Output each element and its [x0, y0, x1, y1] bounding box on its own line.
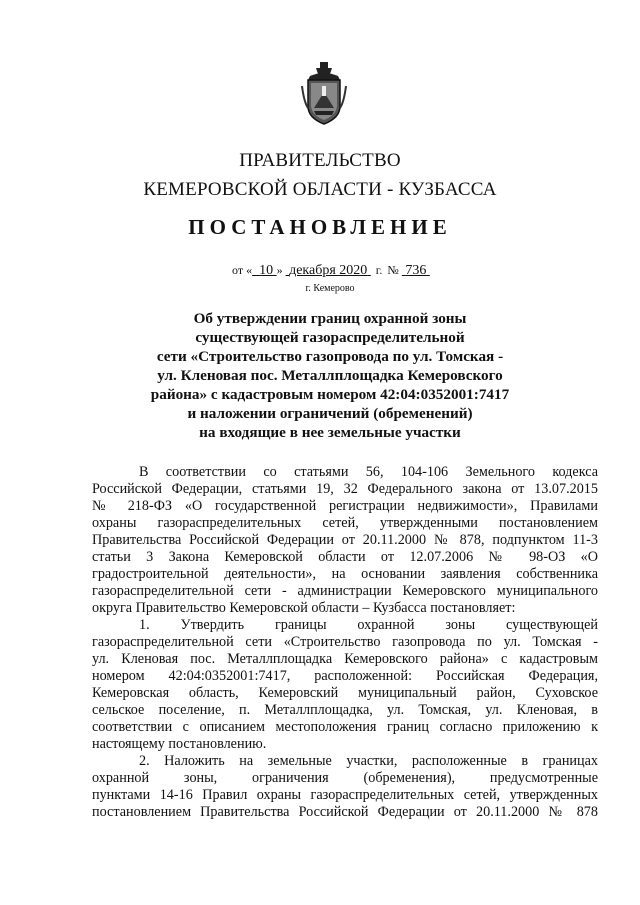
body-line: охраны газораспределительных сетей, утвержденными постановлением	[92, 515, 598, 531]
document-number: 736	[405, 263, 427, 278]
date-month-year: декабря 2020	[289, 263, 368, 278]
coat-of-arms-icon	[300, 62, 348, 126]
city: г. Кемерово	[305, 283, 355, 294]
body-line: номером 42:04:0352001:7417, расположенной: Российская Федерация,	[92, 668, 598, 684]
body-line: Правительства Российской Федерации от 20.11.2000 № 878, подпунктом 11-3	[92, 532, 598, 548]
date-line	[232, 263, 430, 279]
document-title	[120, 309, 540, 442]
body-line: ул. Кленовая пос. Металлплощадка Кемеровского района» с кадастровым	[92, 651, 598, 667]
organization-name-line2: КЕМЕРОВСКОЙ ОБЛАСТИ - КУЗБАССА	[143, 179, 497, 200]
body-line: постановлением Правительства Российской Федерации от 20.11.2000 № 878	[92, 804, 598, 820]
title-line: и наложении ограничений (обременений)	[187, 405, 473, 422]
title-line: района» с кадастровым номером 42:04:0352001:7417	[150, 386, 510, 403]
body-line: В соответствии со статьями 56, 104-106 Земельного кодекса	[139, 464, 598, 480]
date-quote-close: »	[276, 263, 283, 277]
date-prefix: от «	[232, 263, 253, 277]
title-line: на входящие в нее земельные участки	[199, 424, 461, 441]
date-day: 10	[259, 263, 274, 278]
body-line: сельское поселение, п. Металлплощадка, ул. Томская, ул. Кленовая, в	[92, 702, 598, 718]
title-line: существующей газораспределительной	[195, 329, 465, 346]
date-year-suffix: г.	[375, 263, 383, 277]
body-line: настоящему постановлению.	[92, 736, 267, 752]
body-line: Кемеровская область, Кемеровский муниципальный район, Суховское	[92, 685, 598, 701]
title-line: Об утверждении границ охранной зоны	[193, 310, 467, 327]
body-line: 1. Утвердить границы охранной зоны существующей	[139, 617, 598, 633]
body-line: газораспределительной сети - администрации Кемеровского муниципального	[92, 583, 598, 599]
body-line: статьи 3 Закона Кемеровской области от 12.07.2006 № 98-ОЗ «О	[92, 549, 598, 565]
body-line: пунктами 14-16 Правил охраны газораспределительных сетей, утвержденных	[92, 787, 598, 803]
title-line: ул. Кленовая пос. Металлплощадка Кемеровского	[157, 367, 503, 384]
body-line: газораспределительной сети «Строительство газопровода по ул. Томская -	[92, 634, 598, 650]
document-body	[92, 464, 598, 821]
organization-name-line1: ПРАВИТЕЛЬСТВО	[239, 150, 401, 171]
body-line: градостроительной деятельности», на основании заявления собственника	[92, 566, 598, 582]
body-line: соответствии с описанием местоположения границ согласно приложению к	[92, 719, 598, 735]
number-sign: №	[387, 263, 399, 277]
body-line: № 218-ФЗ «О государственной регистрации недвижимости», Правилами	[92, 498, 598, 514]
body-line: 2. Наложить на земельные участки, расположенные в границах	[139, 753, 598, 769]
body-line: охранной зоны, ограничения (обременения), предусмотренные	[92, 770, 598, 786]
body-line: округа Правительство Кемеровской области – Кузбасса постановляет:	[92, 600, 516, 616]
title-line: сети «Строительство газопровода по ул. Томская -	[156, 348, 504, 365]
document-type: ПОСТАНОВЛЕНИЕ	[188, 215, 452, 239]
body-line: Российской Федерации, статьями 19, 32 Федерального закона от 13.07.2015	[92, 481, 598, 497]
